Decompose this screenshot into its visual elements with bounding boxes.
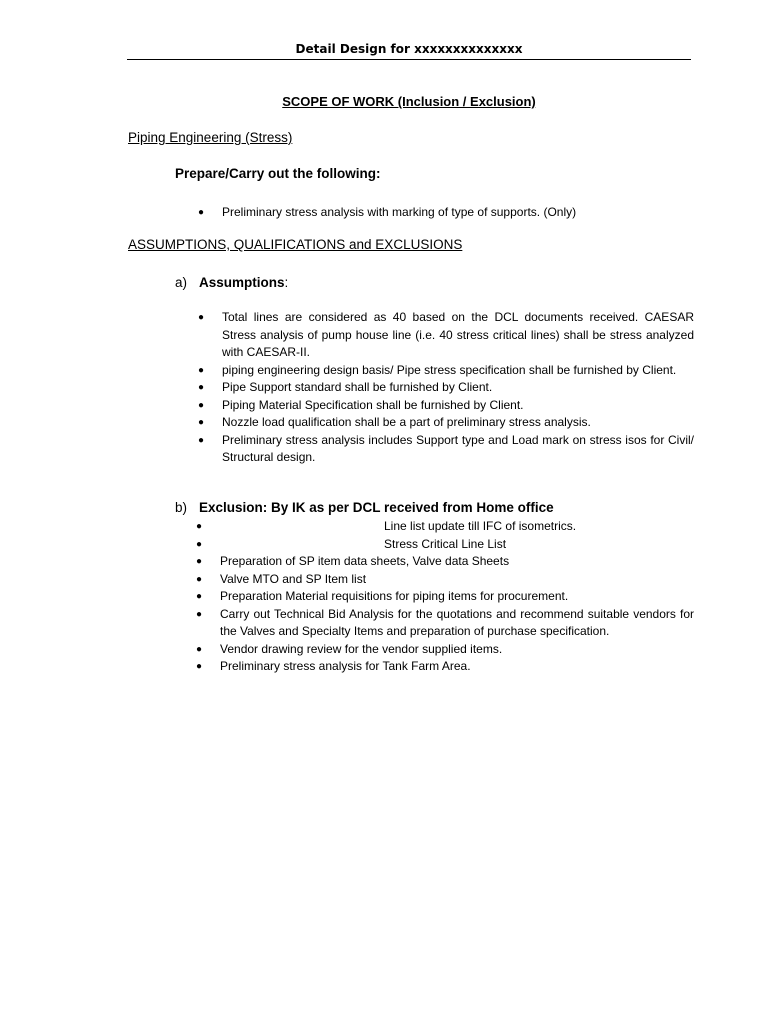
- list-item: [198, 379, 694, 397]
- list-item-text: Piping Material Specification shall be furnished by Client.: [222, 397, 524, 412]
- bullet-icon: ●: [198, 207, 205, 218]
- exclusion-label: Exclusion: By IK as per DCL received from Home office: [199, 500, 554, 515]
- page-header: Detail Design for xxxxxxxxxxxxxx: [295, 42, 523, 56]
- list-item-text: Preparation of SP item data sheets, Valve data Sheets: [220, 554, 510, 568]
- list-item-text: Preliminary stress analysis with marking of type of supports. (Only): [222, 205, 577, 219]
- exclusion-list: [196, 518, 694, 676]
- list-item-text: piping engineering design basis/ Pipe stress specification shall be furnished by Client.: [222, 362, 677, 377]
- list-item: [198, 432, 694, 467]
- bullet-icon: ●: [198, 417, 205, 428]
- bullet-icon: ●: [198, 364, 205, 376]
- list-item: [198, 414, 694, 432]
- list-item-text: Line list update till IFC of isometrics.: [384, 519, 577, 533]
- document-title: SCOPE OF WORK (Inclusion / Exclusion): [282, 94, 536, 109]
- list-item: [196, 553, 694, 571]
- list-item-text: Valve MTO and SP Item list: [220, 571, 367, 586]
- exclusion-heading: [175, 500, 554, 515]
- list-item: [198, 397, 694, 415]
- list-item: [196, 536, 694, 554]
- assumptions-colon: :: [284, 275, 289, 290]
- list-letter: a): [175, 275, 188, 290]
- assumptions-section-heading: ASSUMPTIONS, QUALIFICATIONS and EXCLUSIONS: [128, 237, 463, 252]
- list-item: [196, 658, 694, 676]
- assumptions-label: Assumptions: [199, 275, 285, 290]
- bullet-icon: ●: [196, 573, 203, 585]
- bullet-icon: ●: [196, 538, 203, 550]
- list-item: [196, 606, 694, 641]
- list-item: [196, 518, 694, 536]
- list-item-text: Stress Critical Line List: [384, 536, 507, 551]
- list-item: [196, 571, 694, 589]
- list-item: [198, 204, 694, 222]
- list-item-text: Preliminary stress analysis for Tank Farm Area.: [220, 659, 471, 673]
- bullet-icon: ●: [196, 556, 203, 567]
- list-item: [198, 309, 694, 362]
- prepare-list: [198, 204, 694, 222]
- header-divider: [127, 59, 691, 60]
- bullet-icon: ●: [196, 608, 203, 620]
- bullet-icon: ●: [196, 643, 203, 655]
- bullet-icon: ●: [198, 399, 205, 411]
- bullet-icon: ●: [196, 521, 203, 532]
- list-item-text: Nozzle load qualification shall be a part of preliminary stress analysis.: [222, 415, 591, 429]
- list-item-text: Total lines are considered as 40 based on the DCL documents received. CAESAR Stress analysis of pump house line (i.e. 40 stress critical lines) shall be stress analyzed with CAESAR-II.: [222, 310, 694, 359]
- list-item: [198, 362, 694, 380]
- bullet-icon: ●: [198, 434, 205, 446]
- list-letter: b): [175, 500, 188, 515]
- list-item-text: Pipe Support standard shall be furnished by Client.: [222, 380, 493, 394]
- bullet-icon: ●: [198, 312, 205, 323]
- prepare-heading: Prepare/Carry out the following:: [175, 166, 381, 181]
- list-item: [196, 588, 694, 606]
- list-item-text: Carry out Technical Bid Analysis for the quotations and recommend suitable vendors for the Valves and Specialty Items and preparation of purchase specification.: [220, 606, 694, 638]
- list-item-text: Preparation Material requisitions for piping items for procurement.: [220, 589, 569, 603]
- bullet-icon: ●: [196, 661, 203, 672]
- list-item-text: Vendor drawing review for the vendor supplied items.: [220, 641, 503, 656]
- list-item-text: Preliminary stress analysis includes Support type and Load mark on stress isos for Civil/ Structural design.: [222, 432, 694, 464]
- assumptions-heading: [175, 275, 288, 290]
- piping-engineering-heading: Piping Engineering (Stress): [128, 130, 293, 145]
- bullet-icon: ●: [198, 382, 205, 393]
- assumptions-list: [198, 309, 694, 467]
- list-item: [196, 641, 694, 659]
- bullet-icon: ●: [196, 591, 203, 602]
